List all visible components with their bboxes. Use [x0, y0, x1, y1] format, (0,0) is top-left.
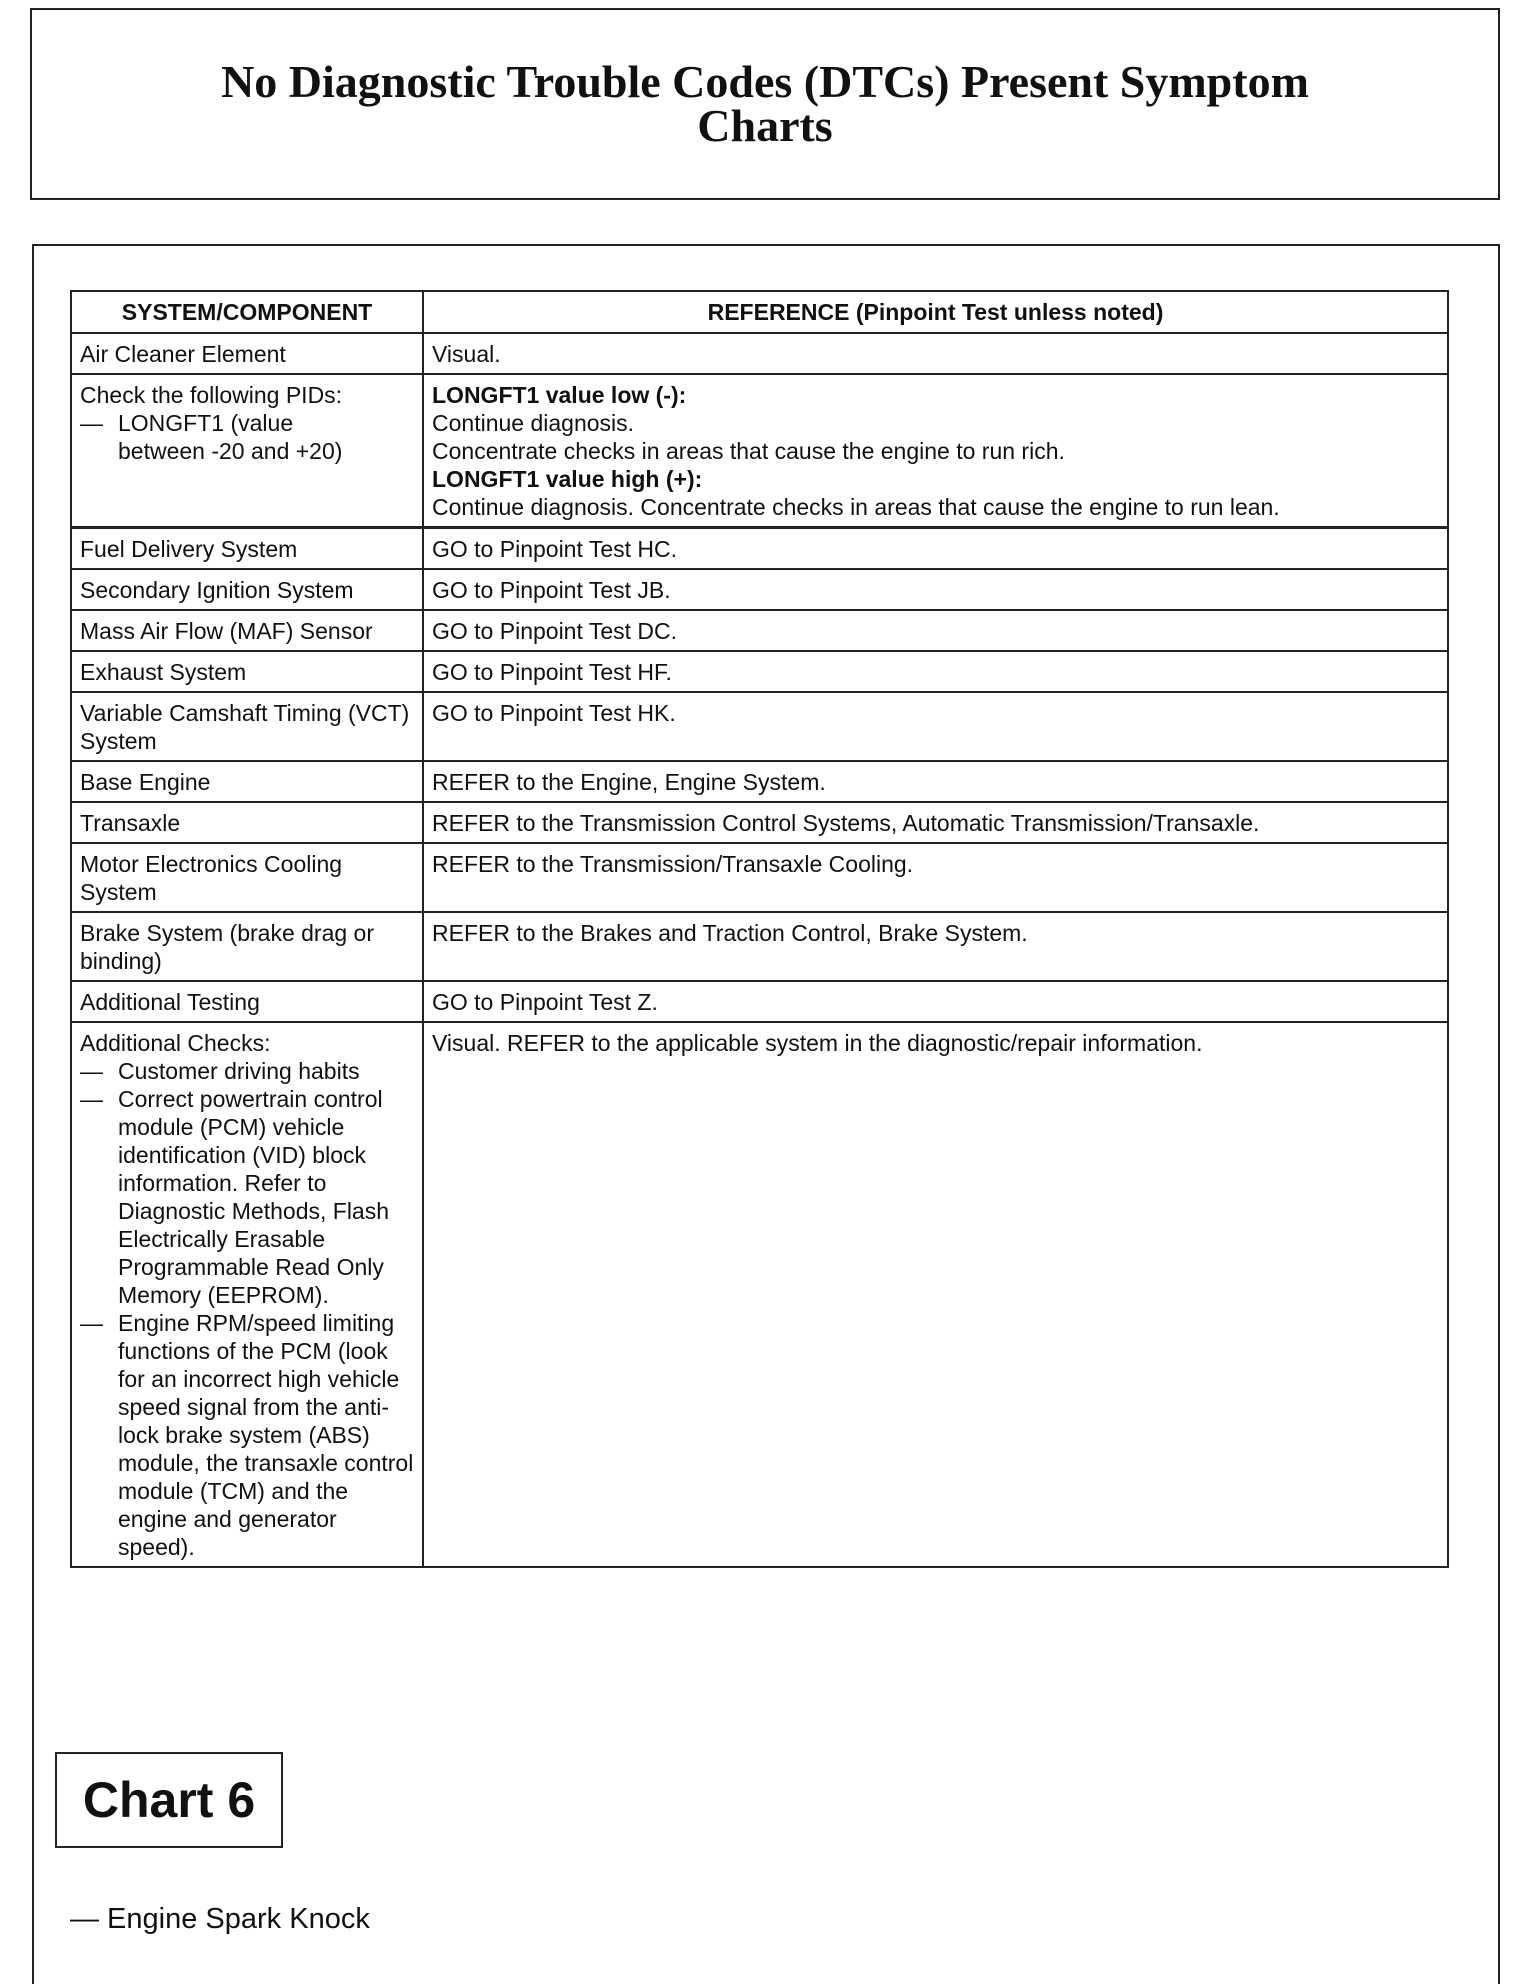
table-row — [71, 912, 1448, 981]
table-row — [71, 981, 1448, 1022]
pid-item: — LONGFT1 (value — [80, 410, 294, 436]
component-cell — [71, 374, 423, 528]
table-header-row — [71, 291, 1448, 333]
check-item: — Customer driving habits — [80, 1058, 360, 1084]
ref-high-heading: LONGFT1 value high (+): — [432, 466, 703, 492]
reference-cell: REFER to the Engine, Engine System. — [423, 761, 1448, 802]
table-row — [71, 374, 1448, 528]
reference-cell: GO to Pinpoint Test HF. — [423, 651, 1448, 692]
table-row — [71, 761, 1448, 802]
reference-cell: GO to Pinpoint Test DC. — [423, 610, 1448, 651]
component-cell: Brake System (brake drag or binding) — [71, 912, 423, 981]
reference-cell: GO to Pinpoint Test JB. — [423, 569, 1448, 610]
component-cell: Fuel Delivery System — [71, 528, 423, 570]
component-cell: Additional Testing — [71, 981, 423, 1022]
reference-cell: GO to Pinpoint Test Z. — [423, 981, 1448, 1022]
pid-item-continued: between -20 and +20) — [118, 438, 343, 464]
reference-cell: REFER to the Transmission/Transaxle Cooling. — [423, 843, 1448, 912]
table-row — [71, 528, 1448, 570]
dash-bullet: — — [80, 1086, 103, 1112]
reference-cell: GO to Pinpoint Test HC. — [423, 528, 1448, 570]
component-cell — [71, 1022, 423, 1567]
column-header-component: SYSTEM/COMPONENT — [71, 291, 423, 333]
component-cell: Mass Air Flow (MAF) Sensor — [71, 610, 423, 651]
component-title: Check the following PIDs: — [80, 382, 343, 408]
chart-label-box — [55, 1752, 283, 1848]
table-row — [71, 692, 1448, 761]
table-row — [71, 1022, 1448, 1567]
table-row — [71, 610, 1448, 651]
component-cell: Secondary Ignition System — [71, 569, 423, 610]
ref-low-line: Continue diagnosis. — [432, 410, 635, 436]
table-row — [71, 843, 1448, 912]
component-cell: Air Cleaner Element — [71, 333, 423, 374]
page-title: No Diagnostic Trouble Codes (DTCs) Present Symptom Charts — [221, 56, 1309, 151]
ref-high-line: Continue diagnosis. Concentrate checks in areas that cause the engine to run lean. — [432, 494, 1280, 520]
reference-cell: Visual. REFER to the applicable system in the diagnostic/repair information. — [423, 1022, 1448, 1567]
component-title: Additional Checks: — [80, 1030, 271, 1056]
dash-bullet: — — [80, 410, 103, 436]
component-cell: Exhaust System — [71, 651, 423, 692]
symptom-table — [70, 290, 1449, 1568]
table-row — [71, 333, 1448, 374]
table-row — [71, 651, 1448, 692]
check-item: — Correct powertrain control module (PCM) vehicle identification (VID) block information. Refer to Diagnostic Methods, Flash Electrically Erasable Programmable Read Only Memory (EEPROM). — [80, 1086, 390, 1308]
chart-label: Chart 6 — [82, 1772, 256, 1828]
check-item: — Engine RPM/speed limiting functions of the PCM (look for an incorrect high vehicle speed signal from the anti-lock brake system (ABS) module, the transaxle control module (TCM) and the engine and generator speed). — [80, 1310, 414, 1560]
reference-cell — [423, 374, 1448, 528]
table-row — [71, 569, 1448, 610]
reference-cell: GO to Pinpoint Test HK. — [423, 692, 1448, 761]
component-cell: Base Engine — [71, 761, 423, 802]
reference-cell: REFER to the Transmission Control Systems, Automatic Transmission/Transaxle. — [423, 802, 1448, 843]
ref-low-line: Concentrate checks in areas that cause the engine to run rich. — [432, 438, 1065, 464]
component-cell: Variable Camshaft Timing (VCT) System — [71, 692, 423, 761]
symptom-item: — Engine Spark Knock — [70, 1903, 370, 1935]
reference-cell: Visual. — [423, 333, 1448, 374]
dash-bullet: — — [80, 1310, 103, 1336]
component-cell: Motor Electronics Cooling System — [71, 843, 423, 912]
component-cell: Transaxle — [71, 802, 423, 843]
title-box — [30, 8, 1500, 200]
dash-bullet: — — [80, 1058, 103, 1084]
table-row — [71, 802, 1448, 843]
column-header-reference: REFERENCE (Pinpoint Test unless noted) — [423, 291, 1448, 333]
ref-low-heading: LONGFT1 value low (-): — [432, 382, 687, 408]
reference-cell: REFER to the Brakes and Traction Control, Brake System. — [423, 912, 1448, 981]
